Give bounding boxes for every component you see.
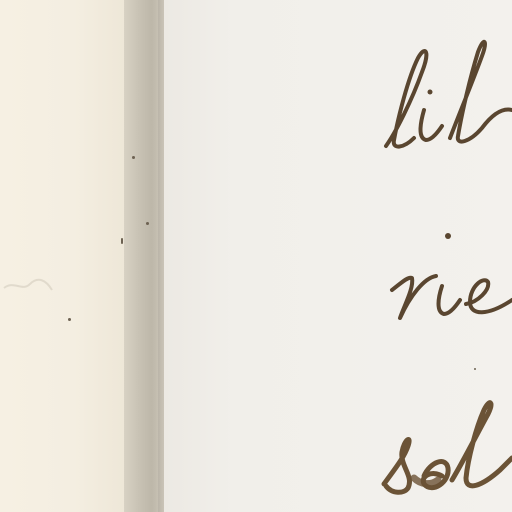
handwriting-line-3 — [384, 403, 512, 493]
handwriting-line-2 — [392, 233, 512, 318]
handwriting-line-1 — [386, 42, 512, 147]
